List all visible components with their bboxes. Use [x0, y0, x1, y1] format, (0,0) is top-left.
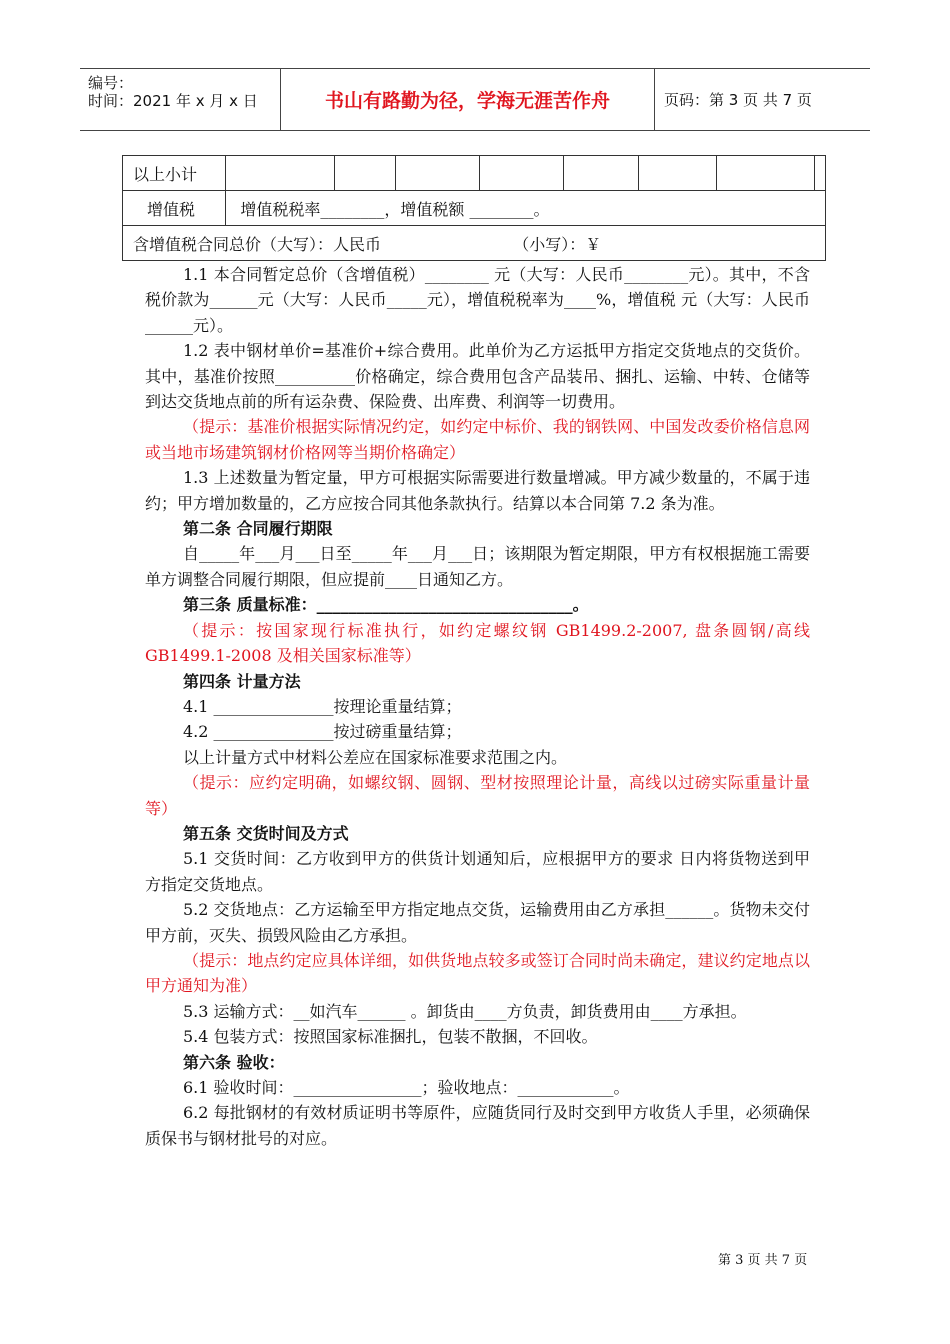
hint-base-price: （提示：基准价根据实际情况约定，如约定中标价、我的钢铁网、中国发改委价格信息网或当地市场建筑钢材价格网等当期价格确定） — [145, 417, 810, 462]
hint-quality: （提示：按国家现行标准执行，如约定螺纹钢 GB1499.2-2007, 盘条圆钢/高线 GB1499.1-2008 及相关国家标准等） — [145, 620, 810, 666]
table-cell — [815, 156, 826, 191]
price-summary-table — [122, 155, 826, 261]
article-6-heading: 第六条 验收： — [183, 1052, 285, 1072]
contract-body — [145, 262, 810, 1151]
table-cell — [396, 156, 480, 191]
table-cell — [639, 156, 716, 191]
total-price-line: 含增值税合同总价（大写）：人民币 （小写）：￥ — [123, 226, 826, 261]
table-row — [123, 156, 826, 191]
table-row — [123, 191, 826, 226]
page-header — [80, 68, 870, 131]
clause-6-1: 6.1 验收时间：________________；验收地点：____________。 — [183, 1078, 630, 1097]
clause-4-1: 4.1 _______________按理论重量结算； — [183, 696, 462, 716]
table-cell — [480, 156, 564, 191]
hint-delivery-location: （提示：地点约定应具体详细，如供货地点较多或签订合同时尚未确定，建议约定地点以甲方通知为准） — [145, 950, 810, 996]
clause-5-2: 5.2 交货地点：乙方运输至甲方指定地点交货，运输费用由乙方承担______。货物未交付甲方前，灭失、损毁风险由乙方承担。 — [145, 900, 810, 945]
clause-4-2: 4.2 _______________按过磅重量结算； — [183, 722, 462, 742]
article-3-heading: 第三条 质量标准：________________________________。 — [183, 595, 589, 615]
header-page-number: 页码：第 3 页 共 7 页 — [664, 91, 812, 109]
header-page-cell — [654, 69, 870, 130]
table-cell — [226, 156, 335, 191]
table-cell — [716, 156, 814, 191]
article-2-heading: 第二条 合同履行期限 — [183, 519, 333, 539]
article-4-heading: 第四条 计量方法 — [183, 671, 301, 691]
clause-5-4: 5.4 包装方式：按照国家标准捆扎，包装不散捆，不回收。 — [183, 1027, 598, 1047]
table-cell — [335, 156, 396, 191]
clause-5-1: 5.1 交货时间：乙方收到甲方的供货计划通知后，应根据甲方的要求 日内将货物送到甲方指定交货地点。 — [145, 849, 810, 894]
vat-label: 增值税 — [123, 191, 226, 226]
table-cell — [564, 156, 639, 191]
clause-1-3: 1.3 上述数量为暂定量，甲方可根据实际需要进行数量增减。甲方减少数量的，不属于违约；甲方增加数量的，乙方应按合同其他条款执行。结算以本合同第 7.2 条为准。 — [145, 468, 810, 513]
document-time: 时间：2021 年 x 月 x 日 — [88, 92, 258, 110]
header-motto: 书山有路勤为径，学海无涯苦作舟 — [324, 90, 610, 112]
subtotal-label: 以上小计 — [123, 156, 226, 191]
clause-1-1: 1.1 本合同暂定总价（含增值税）________ 元（大写：人民币________元）。其中，不含税价款为______元（大写：人民币_____元），增值税税率为____%，增值税 元（大写：人民币______元）。 — [145, 265, 810, 335]
clause-1-2: 1.2 表中钢材单价=基准价+综合费用。此单价为乙方运抵甲方指定交货地点的交货价。其中，基准价按照__________价格确定，综合费用包含产品装吊、捆扎、运输、中转、仓储等到达交货地点前的所有运杂费、保险费、出库费、利润等一切费用。 — [145, 341, 810, 412]
article-2-text: 自_____年___月___日至_____年___月___日；该期限为暂定期限，甲方有权根据施工需要单方调整合同履行期限，但应提前____日通知乙方。 — [145, 544, 810, 589]
document-number-label: 编号： — [88, 74, 134, 92]
table-row — [123, 226, 826, 261]
vat-line: 增值税税率________，增值税额 ________。 — [226, 191, 826, 226]
header-meta — [80, 69, 280, 130]
article-5-heading: 第五条 交货时间及方式 — [183, 823, 349, 843]
hint-measurement: （提示：应约定明确，如螺纹钢、圆钢、型材按照理论计量，高线以过磅实际重量计量等） — [145, 773, 810, 818]
page-footer: 第 3 页 共 7 页 — [718, 1253, 808, 1268]
clause-6-2: 6.2 每批钢材的有效材质证明书等原件，应随货同行及时交到甲方收货人手里，必须确保质保书与钢材批号的对应。 — [145, 1103, 810, 1148]
header-motto-cell — [280, 69, 655, 130]
measurement-note: 以上计量方式中材料公差应在国家标准要求范围之内。 — [183, 747, 568, 767]
clause-5-3: 5.3 运输方式：__如汽车______ 。卸货由____方负责，卸货费用由____方承担。 — [183, 1001, 747, 1021]
